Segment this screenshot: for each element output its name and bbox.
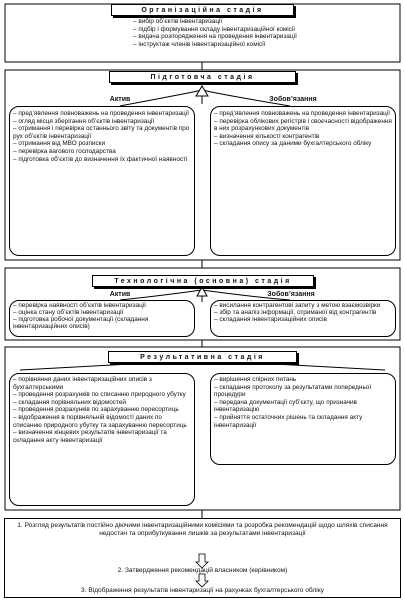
list-item: – складання протоколу за результатами попередньої процедури: [214, 383, 372, 399]
results-box: [4, 518, 401, 598]
result-step-3: 3. Відображення результатів інвентаризації на рахунках бухгалтерського обліку: [81, 587, 324, 594]
list-item: – проведення розрахунків по списанню природного убутку: [13, 391, 186, 399]
stage3-left-list: [13, 302, 191, 330]
list-item: – пред’явлення повноважень на проведення інвентаризації: [13, 110, 189, 117]
list-item: – висилання контрагентові запиту з метою взаємозвірки: [214, 302, 381, 309]
stage1-title: Організаційна стадія: [111, 4, 294, 16]
list-item: – складання інвентаризаційних описів: [214, 316, 327, 323]
list-item: – порівняння даних інвентаризаційних описів з бухгалтерськими: [13, 376, 152, 391]
list-item: – огляд місця зберігання об’єктів інвентаризації: [13, 117, 155, 125]
list-item: – передача документації суб’єкту, що призначив інвентаризацію: [214, 398, 357, 414]
list-item: – оцінка стану об’єктів інвентаризації: [13, 309, 124, 316]
list-item: – інструктаж членів інвентаризаційної комісії: [133, 40, 266, 48]
list-item: – складання порівняльних відомостей: [13, 398, 126, 406]
list-item: – збір та аналіз інформації, отриманої від контрагентів: [214, 309, 377, 316]
list-item: – вирішення спірних питань: [214, 376, 297, 383]
stage2-left-head: Актив: [109, 96, 131, 103]
list-item: – проведення розрахунків по зарахуванню пересортиць: [13, 406, 179, 414]
list-item: – визначення кількості контрагентів: [214, 132, 320, 140]
list-item: – видача розпорядження на проведення інвентаризації: [133, 33, 297, 41]
list-item: – перевірка облікових регістрів і своєчасності відображення в них розрахункових документів: [214, 117, 392, 133]
list-item: – пред’явлення повноважень на проведення інвентаризації: [214, 110, 390, 117]
list-item: – підбір і формування складу інвентаризаційної комісії: [133, 25, 296, 33]
stage2-title: Підготовча стадія: [109, 71, 296, 83]
list-item: – прийняття остаточних рішень та складання акту інвентаризації: [214, 413, 363, 429]
stage3-right-list: [214, 302, 392, 323]
result-step-2: 2. Затвердження рекомендацій власником (керівником): [117, 567, 288, 574]
list-item: – перевірка вагового господарства: [13, 147, 116, 155]
stage2-right-list: [214, 110, 392, 148]
list-item: – підготовка робочої документації (складання інвентаризаційних описів): [13, 316, 149, 330]
stage3-title: Технологічна (основна) стадія: [92, 275, 314, 287]
list-item: – вибір об’єктів інвентаризації: [133, 18, 223, 25]
stage2-left-list: [13, 110, 191, 163]
list-item: – отримання від МВО розписки: [13, 140, 106, 148]
list-item: – перевірка наявності об’єктів інвентаризації: [13, 302, 146, 309]
stage4-left-list: [13, 376, 191, 444]
stage1-list: [133, 18, 393, 48]
stage4-right-list: [214, 376, 392, 429]
stage2-right-head: Зобов’язання: [269, 96, 317, 103]
list-item: – підготовка об’єктів до визначення їх фактичної наявності: [13, 155, 188, 163]
stage4-title: Результативна стадія: [108, 351, 297, 363]
result-step-1: 1. Розгляд результатів постійно діючими інвентаризаційними комісіями та розробка рекомендацій щодо шляхів списання недостач та оприбуткування лишків за результатами інвентаризації: [17, 522, 388, 537]
list-item: – відображення в порівняльній відомості даних по списанню природного убутку та зарахуванню пересортиць: [13, 413, 187, 429]
stage3-left-head: Актив: [109, 291, 131, 298]
list-item: – визначення кінцевих результатів інвентаризації та складання акту інвентаризації: [13, 429, 167, 444]
list-item: – отримання і перевірка останнього звіту та документів про рух об’єктів інвентаризації: [13, 125, 190, 140]
stage3-right-head: Зобов’язання: [267, 291, 315, 298]
list-item: – складання опису за даними бухгалтерського обліку: [214, 140, 372, 148]
